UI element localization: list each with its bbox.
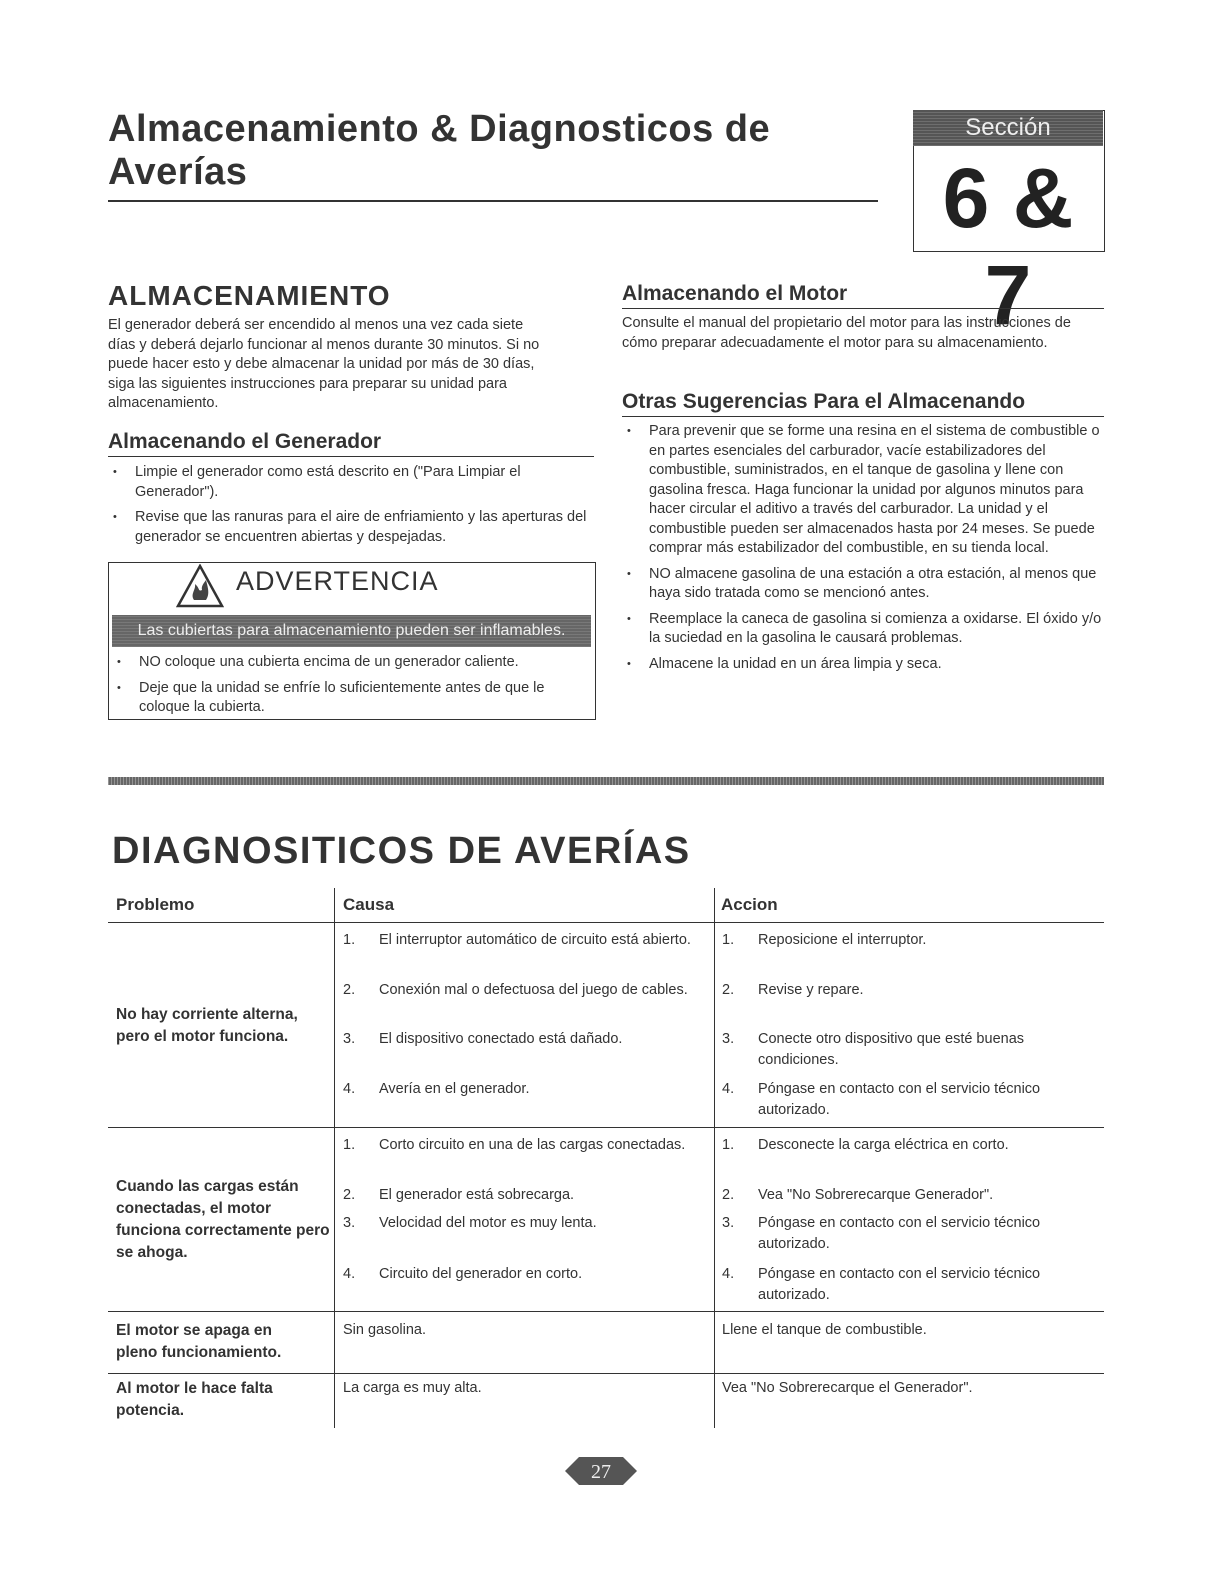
- diagnostics-heading: DIAGNOSITICOS DE AVERÍAS: [112, 830, 691, 872]
- table-cell: 1. Desconecte la carga eléctrica en corto.: [722, 1137, 1009, 1153]
- table-cell: 2. El generador está sobrecarga.: [343, 1187, 575, 1203]
- table-column-divider: [714, 888, 715, 1428]
- motor-text: Consulte el manual del propietario del motor para las instrucciones de cómo preparar adecuadamente el motor para su almacenamiento.: [622, 315, 1071, 351]
- storage-heading: ALMACENAMIENTO: [108, 280, 391, 311]
- table-cell: 2. Conexión mal o defectuosa del juego de cables.: [343, 982, 688, 998]
- section-label: Sección: [913, 110, 1103, 146]
- page-number-badge: [565, 1455, 637, 1487]
- table-row-problem: Cuando las cargas están conectadas, el motor funciona correctamente pero se ahoga.: [116, 1178, 330, 1261]
- warning-list: [112, 653, 582, 724]
- section-number: 6 & 7: [942, 151, 1074, 342]
- page-title: Almacenamiento & Diagnosticos de Averías: [108, 108, 878, 202]
- table-rule: [108, 1311, 1104, 1312]
- list-item: • NO coloque una cubierta encima de un generador caliente.: [112, 653, 582, 673]
- table-cell: 1. El interruptor automático de circuito está abierto.: [343, 932, 691, 948]
- col-header-cause: Causa: [343, 895, 395, 914]
- table-column-divider: [334, 888, 335, 1428]
- table-cell: 2. Vea "No Sobrerecarque Generador".: [722, 1187, 994, 1203]
- warning-title: ADVERTENCIA: [236, 566, 439, 596]
- list-item: • NO almacene gasolina de una estación a otra estación, al menos que haya sido tratada como se mencionó antes.: [622, 565, 1102, 604]
- generator-heading: Almacenando el Generador: [108, 430, 594, 457]
- table-rule: [108, 1127, 1104, 1128]
- table-cell: 4. Avería en el generador.: [343, 1081, 530, 1097]
- table-row-problem: El motor se apaga en pleno funcionamiento.: [116, 1322, 282, 1361]
- table-cell: 1. Reposicione el interruptor.: [722, 932, 927, 948]
- table-cell: 2. Revise y repare.: [722, 982, 864, 998]
- table-cell: 3. El dispositivo conectado está dañado.: [343, 1031, 623, 1047]
- table-cell: Llene el tanque de combustible.: [722, 1322, 927, 1338]
- col-header-problem: Problemo: [116, 895, 195, 914]
- list-item: • Limpie el generador como está descrito en ("Para Limpiar el Generador").: [108, 463, 588, 502]
- list-item: • Almacene la unidad en un área limpia y seca.: [622, 655, 1102, 675]
- section-divider: [108, 777, 1104, 785]
- table-row-problem: Al motor le hace falta potencia.: [116, 1380, 273, 1419]
- table-cell: 4. Póngase en contacto con el servicio técnico autorizado.: [722, 1266, 1041, 1303]
- warning-banner: Las cubiertas para almacenamiento pueden ser inflamables.: [112, 615, 591, 647]
- table-rule: [108, 922, 1104, 923]
- col-header-action: Accion: [721, 895, 778, 914]
- other-list: [622, 422, 1102, 680]
- table-cell: 3. Conecte otro dispositivo que esté buenas condiciones.: [722, 1031, 1025, 1068]
- generator-list: [108, 463, 588, 553]
- other-heading: Otras Sugerencias Para el Almacenando: [622, 390, 1104, 417]
- table-cell: 3. Velocidad del motor es muy lenta.: [343, 1215, 597, 1231]
- fire-warning-icon: [176, 564, 224, 608]
- table-rule: [108, 1373, 1104, 1374]
- table-row-problem: No hay corriente alterna, pero el motor funciona.: [116, 1006, 298, 1045]
- motor-heading: Almacenando el Motor: [622, 282, 1104, 309]
- table-cell: 1. Corto circuito en una de las cargas conectadas.: [343, 1137, 686, 1153]
- table-cell: 4. Póngase en contacto con el servicio técnico autorizado.: [722, 1081, 1041, 1118]
- list-item: • Para prevenir que se forme una resina en el sistema de combustible o en partes esenciales del carburador, vacíe estabilizadores del combustible, suministrados, en el tanque de gasolina y llene con gasolina fresca. Haga funcionar la unidad por algunos minutos para hacer circular el aditivo a través del carburador. La unidad y el combustible pueden ser almacenados hasta por 24 meses. Se puede comprar más estabilizador del combustible, en su tienda local.: [622, 422, 1102, 559]
- table-cell: 4. Circuito del generador en corto.: [343, 1266, 583, 1282]
- table-cell: La carga es muy alta.: [343, 1380, 482, 1396]
- table-cell: Vea "No Sobrerecarque el Generador".: [722, 1380, 973, 1396]
- list-item: • Revise que las ranuras para el aire de enfriamiento y las aperturas del generador se encuentren abiertas y despejadas.: [108, 508, 588, 547]
- storage-intro: El generador deberá ser encendido al menos una vez cada siete días y deberá dejarlo funcionar al menos durante 30 minutos. Si no puede hacer esto y debe almacenar la unidad por más de 30 días, siga las siguientes instrucciones para preparar su unidad para almacenamiento.: [108, 317, 540, 411]
- page-number: 27: [591, 1461, 611, 1483]
- list-item: • Reemplace la caneca de gasolina si comienza a oxidarse. El óxido y/o la suciedad en la gasolina le causará problemas.: [622, 610, 1102, 649]
- table-cell: 3. Póngase en contacto con el servicio técnico autorizado.: [722, 1215, 1041, 1252]
- list-item: • Deje que la unidad se enfríe lo suficientemente antes de que le coloque la cubierta.: [112, 679, 582, 718]
- table-cell: Sin gasolina.: [343, 1322, 427, 1338]
